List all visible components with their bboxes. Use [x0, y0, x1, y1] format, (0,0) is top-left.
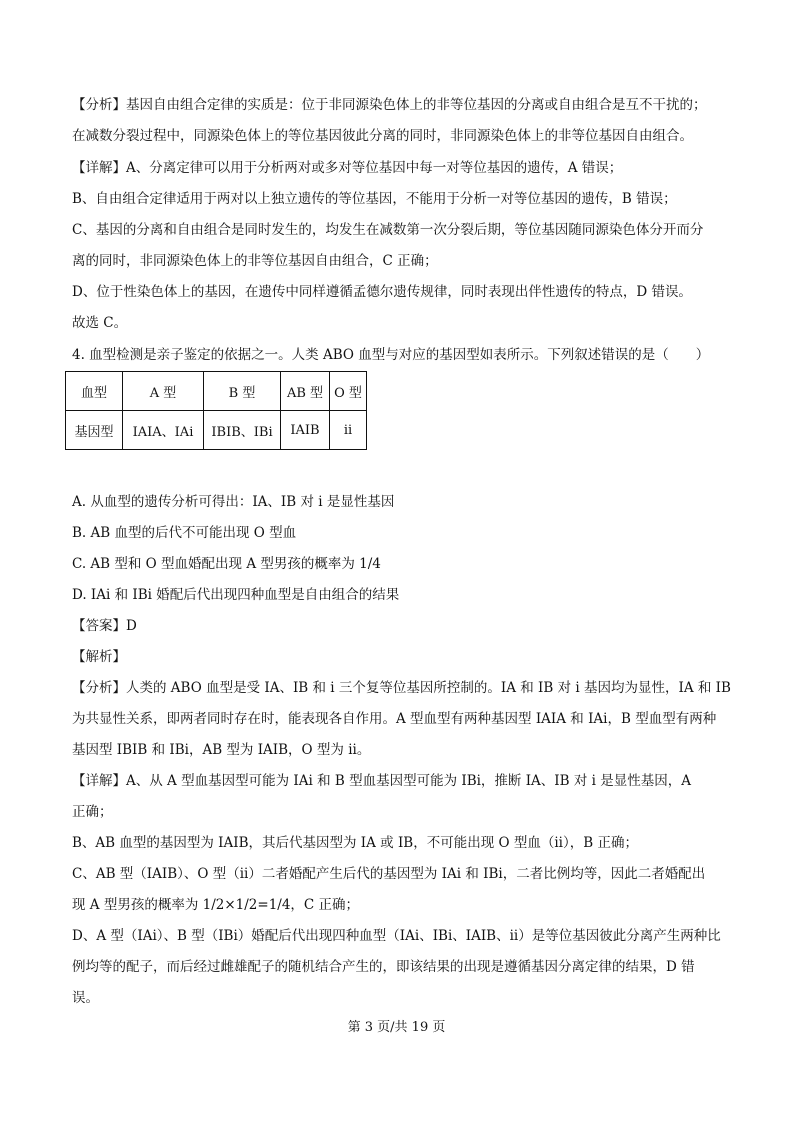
table-cell: IBIB、IBi [204, 411, 281, 450]
table-cell: IAIB [281, 411, 330, 450]
question-4-options [72, 487, 732, 673]
text-line: 离的同时，非同源染色体上的非等位基因自由组合，C 正确； [72, 253, 438, 269]
table-header-cell: A 型 [123, 372, 204, 411]
detail-block-q4 [72, 766, 732, 1014]
question-stem: 4. 血型检测是亲子鉴定的依据之一。人类 ABO 血型与对应的基因型如表所示。下列叙述错误的是（ ） [72, 347, 710, 363]
question-4-stem [72, 340, 732, 371]
option-b: B. AB 血型的后代不可能出现 O 型血 [72, 525, 297, 541]
option-d: D. IAi 和 IBi 婚配后代出现四种血型是自由组合的结果 [72, 587, 400, 603]
text-line: C、基因的分离和自由组合是同时发生的，均发生在减数第一次分裂后期，等位基因随同源染色体分开而分 [72, 222, 704, 238]
text-line: B、AB 血型的基因型为 IAIB，其后代基因型为 IA 或 IB，不可能出现 O 型血（ii），B 正确； [72, 835, 638, 851]
text-line: 【分析】人类的 ABO 血型是受 IA、IB 和 i 三个复等位基因所控制的。IA 和 IB 对 i 基因均为显性，IA 和 IB [72, 680, 731, 696]
option-a: A. 从血型的遗传分析可得出：IA、IB 对 i 是显性基因 [72, 494, 395, 510]
table-header-cell: B 型 [204, 372, 281, 411]
text-line: 误。 [72, 990, 99, 1006]
option-c: C. AB 型和 O 型血婚配出现 A 型男孩的概率为 1/4 [72, 556, 381, 572]
text-line: 为共显性关系，即两者同时存在时，能表现各自作用。A 型血型有两种基因型 IAIA 和 IAi，B 型血型有两种 [72, 711, 717, 727]
table-header-cell: 血型 [66, 372, 123, 411]
text-line: B、自由组合定律适用于两对以上独立遗传的等位基因，不能用于分析一对等位基因的遗传，B 错误； [72, 191, 677, 207]
detail-block-q3 [72, 153, 732, 339]
table-header-cell: AB 型 [281, 372, 330, 411]
text-line: 例均等的配子，而后经过雌雄配子的随机结合产生的，即该结果的出现是遵循基因分离定律的结果，D 错 [72, 959, 695, 975]
table-header-cell: O 型 [330, 372, 367, 411]
table-cell: ii [330, 411, 367, 450]
table-row [66, 372, 367, 411]
blood-type-table [65, 371, 367, 450]
text-line: 故选 C。 [72, 315, 128, 331]
text-line: 基因型 IBIB 和 IBi，AB 型为 IAIB，O 型为 ii。 [72, 742, 371, 758]
text-line: 【分析】基因自由组合定律的实质是：位于非同源染色体上的非等位基因的分离或自由组合是互不干扰的； [72, 97, 707, 113]
analysis-block-q4 [72, 673, 732, 766]
answer-label: 【答案】D [72, 618, 137, 634]
table-row [66, 411, 367, 450]
table-row-label: 基因型 [66, 411, 123, 450]
text-line: D、位于性染色体上的基因，在遗传中同样遵循孟德尔遗传规律，同时表现出伴性遗传的特点，D 错误。 [72, 284, 692, 300]
text-line: 【详解】A、从 A 型血基因型可能为 IAi 和 B 型血基因型可能为 IBi，推断 IA、IB 对 i 是显性基因，A [72, 773, 691, 789]
page-footer: 第 3 页/共 19 页 [347, 1020, 446, 1035]
analysis-block-q3 [72, 90, 732, 152]
text-line: 现 A 型男孩的概率为 1/2×1/2=1/4，C 正确； [72, 897, 360, 913]
explanation-label: 【解析】 [72, 649, 126, 665]
text-line: C、AB 型（IAIB）、O 型（ii）二者婚配产生后代的基因型为 IAi 和 IBi，二者比例均等，因此二者婚配出 [72, 866, 706, 882]
text-line: D、A 型（IAi）、B 型（IBi）婚配后代出现四种血型（IAi、IBi、IAIB、ii）是等位基因彼此分离产生两种比 [72, 928, 721, 944]
text-line: 在减数分裂过程中，同源染色体上的等位基因彼此分离的同时，非同源染色体上的非等位基因自由组合。 [72, 128, 693, 144]
table-cell: IAIA、IAi [123, 411, 204, 450]
text-line: 【详解】A、分离定律可以用于分析两对或多对等位基因中每一对等位基因的遗传，A 错误； [72, 160, 623, 176]
text-line: 正确； [72, 804, 113, 820]
